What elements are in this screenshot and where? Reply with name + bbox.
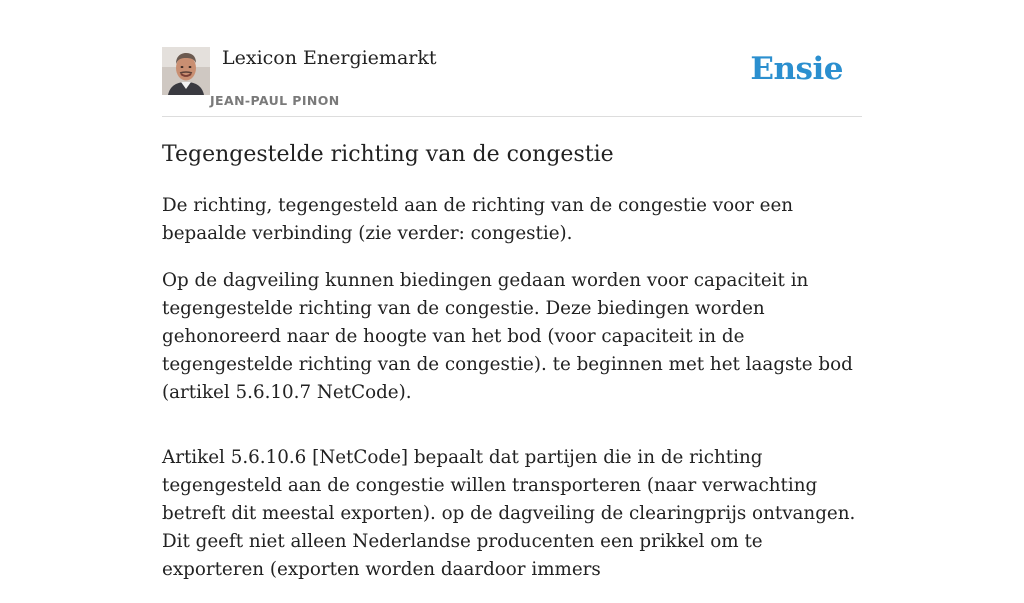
article-body [162,192,862,603]
paragraph: Artikel 5.6.10.6 [NetCode] bepaalt dat partijen die in de richting tegengesteld aan de congestie willen transporteren (naar verwachting betreft dit meestal exporten). op de dagveiling de clearingprijs ontvangen. Dit geeft niet alleen Nederlandse producenten een prikkel om te exporteren (exporten worden daardoor immers [162,447,856,580]
site-title[interactable]: Lexicon Energiemarkt [222,47,437,69]
article-title: Tegengestelde richting van de congestie [162,142,614,167]
paragraph: Op de dagveiling kunnen biedingen gedaan worden voor capaciteit in tegengestelde richting van de congestie. Deze biedingen worden gehonoreerd naar de hoogte van het bod (voor capaciteit in de tegengestelde richting van de congestie). te beginnen met het laagste bod (artikel 5.6.10.7 NetCode). [162,270,853,403]
brand-logo[interactable]: Ensie [750,51,843,87]
paragraph: De richting, tegengesteld aan de richting van de congestie voor een bepaalde verbinding (zie verder: congestie). [162,195,794,244]
portrait-icon [162,47,210,95]
author-avatar[interactable] [162,47,210,95]
author-name[interactable]: JEAN-PAUL PINON [210,93,340,108]
article-page [162,0,862,580]
header [162,0,862,117]
